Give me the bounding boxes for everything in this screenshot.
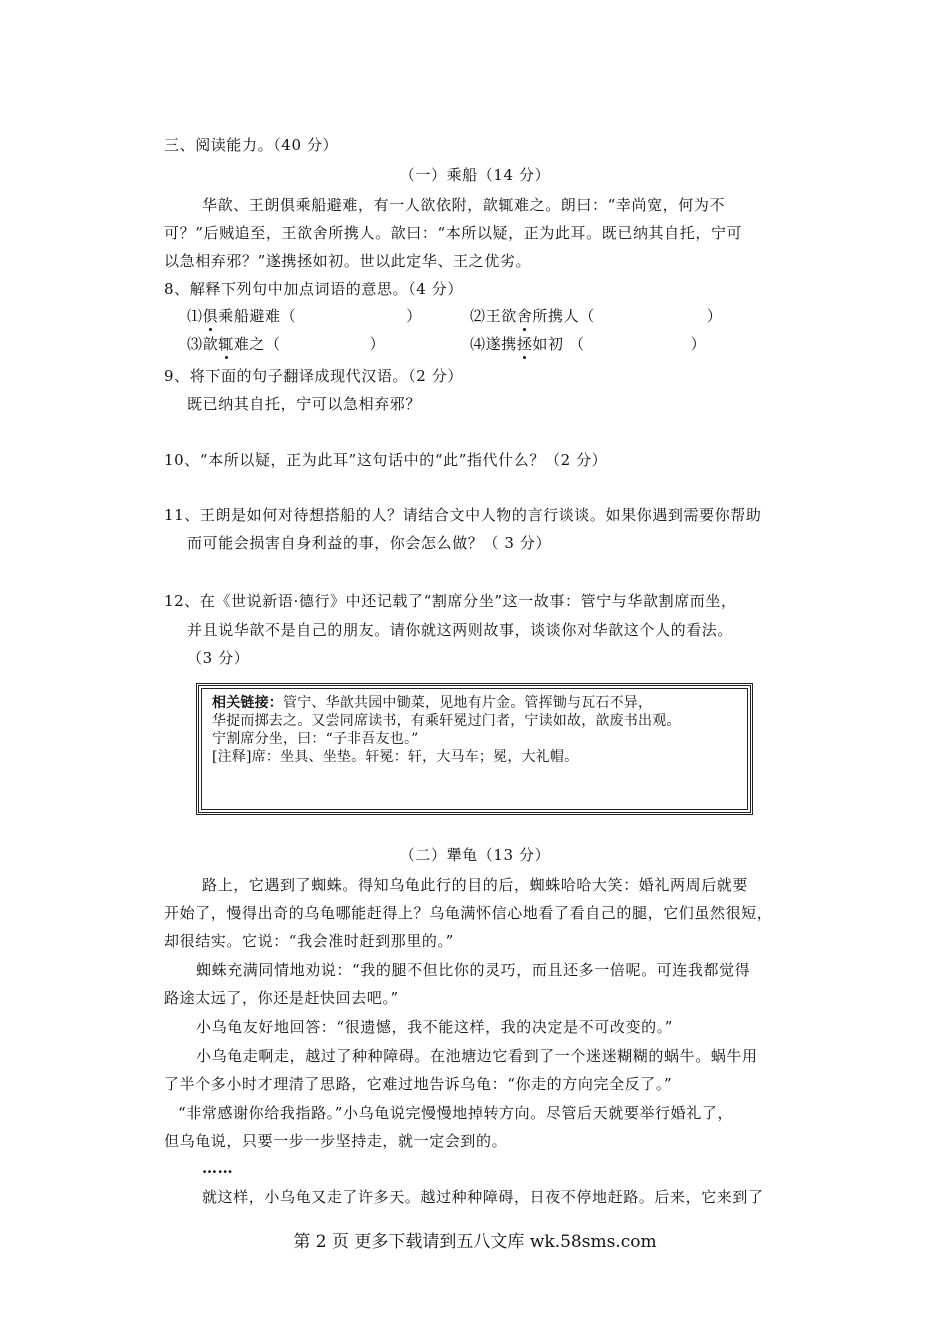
q8-item-1: ⑴俱乘船避难（ ） (187, 307, 422, 325)
passage1-line: 可？”后贼追至，王欲舍所携人。歆曰：“本所以疑，正为此耳。既已纳其自托，宁可 (164, 224, 743, 242)
q12-line: （3 分） (187, 649, 250, 667)
passage2-line: 路途太远了，你还是赶快回去吧。” (164, 989, 399, 1007)
q11-line: 11、王朗是如何对待想搭船的人？请结合文中人物的言行谈谈。如果你遇到需要你帮助 (164, 506, 762, 524)
link-box-line: [注释]席：坐具、坐垫。轩冕：轩，大马车；冕，大礼帽。 (212, 749, 579, 765)
passage1-line: 以急相弃邪？”遂携拯如初。世以此定华、王之优劣。 (164, 252, 532, 270)
passage2-line: 蜘蛛充满同情地劝说：“我的腿不但比你的灵巧，而且还多一倍呢。可连我都觉得 (196, 961, 751, 979)
passage2-line: 小乌龟友好地回答：“很遗憾，我不能这样，我的决定是不可改变的。” (196, 1018, 674, 1036)
part2-title: （二）犟龟（13 分） (399, 846, 551, 864)
part1-title: （一）乘船（14 分） (399, 166, 551, 184)
link-box-line: 宁割席分坐，曰：“子非吾友也。” (212, 731, 419, 747)
q10: 10、“本所以疑，正为此耳”这句话中的“此”指代什么？（2 分） (164, 451, 608, 469)
q9-sentence: 既已纳其自托，宁可以急相弃邪？ (187, 395, 422, 413)
dotted-char: 俱 (202, 307, 219, 325)
link-box-line: 相关链接：管宁、华歆共园中锄菜，见地有片金。管挥锄与瓦石不异， (212, 695, 653, 711)
q12-line: 12、在《世说新语·德行》中还记载了“割席分坐”这一故事：管宁与华歆割席而坐， (164, 592, 737, 610)
link-box-line: 华捉而掷去之。又尝同席读书，有乘轩冕过门者，宁读如故，歆废书出观。 (212, 713, 681, 729)
passage2-line: 路上，它遇到了蜘蛛。得知乌龟此行的目的后，蜘蛛哈哈大笑：婚礼两周后就要 (202, 876, 749, 894)
ellipsis: …… (202, 1159, 234, 1177)
q11-line: 而可能会损害自身利益的事，你会怎么做？（ 3 分） (187, 534, 552, 552)
dotted-char: 舍 (516, 307, 533, 325)
passage1-line: 华歆、王朗俱乘船避难，有一人欲依附，歆辄难之。朗曰：“幸尚宽，何为不 (202, 196, 726, 214)
page-footer: 第 2 页 更多下载请到五八文库 wk.58sms.com (293, 1232, 657, 1252)
dotted-char: 拯 (516, 335, 533, 353)
q9-stem: 9、将下面的句子翻译成现代汉语。（2 分） (164, 367, 463, 385)
q12-line: 并且说华歆不是自己的朋友。请你就这两则故事，谈谈你对华歆这个人的看法。 (187, 621, 734, 639)
dotted-char: 辄 (218, 335, 234, 353)
q8-item-2: ⑵王欲舍所携人（ ） (470, 307, 723, 325)
q8-item-3: ⑶歆辄难之（ ） (187, 335, 386, 353)
passage2-line: 却很结实。它说：“我会准时赶到那里的。” (164, 932, 454, 950)
passage2-line: 小乌龟走啊走，越过了种种障碍。在池塘边它看到了一个迷迷糊糊的蜗牛。蜗牛用 (196, 1047, 758, 1065)
passage2-line: 了半个多小时才理清了思路，它难过地告诉乌龟：“你走的方向完全反了。” (164, 1075, 673, 1093)
link-box-label: 相关链接： (212, 695, 283, 711)
passage2-line: “非常感谢你给我指路。”小乌龟说完慢慢地掉转方向。尽管后天就要举行婚礼了， (178, 1104, 734, 1122)
q8-item-4: ⑷遂携拯如初 （ ） (470, 335, 707, 353)
section-title: 三、阅读能力。（40 分） (164, 136, 339, 154)
q8-stem: 8、解释下列句中加点词语的意思。（4 分） (164, 280, 463, 298)
passage2-line: 开始了，慢得出奇的乌龟哪能赶得上？乌龟满怀信心地看了看自己的腿，它们虽然很短， (164, 904, 773, 922)
passage2-line: 但乌龟说，只要一步一步坚持走，就一定会到的。 (164, 1132, 508, 1150)
passage2-line: 就这样，小乌龟又走了许多天。越过种种障碍，日夜不停地赶路。后来，它来到了 (202, 1188, 764, 1206)
